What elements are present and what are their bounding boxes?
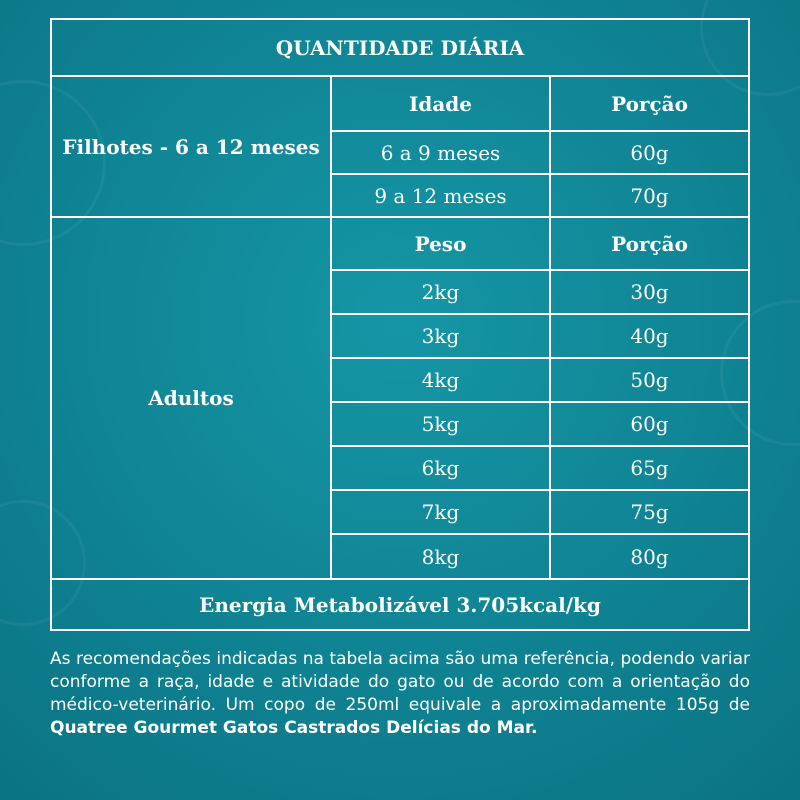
filhotes-row-age: 9 a 12 meses xyxy=(374,183,507,208)
adultos-row-portion: 50g xyxy=(630,368,669,392)
adultos-header-peso: Peso xyxy=(414,231,467,256)
adultos-row-weight: 2kg xyxy=(421,280,460,304)
adultos-row-portion: 30g xyxy=(630,280,669,304)
adultos-row-weight: 5kg xyxy=(421,412,460,436)
filhotes-row-age: 6 a 9 meses xyxy=(380,140,501,165)
adultos-row-weight: 4kg xyxy=(421,368,460,392)
adultos-label: Adultos xyxy=(148,386,234,410)
filhotes-header-idade: Idade xyxy=(408,91,472,116)
filhotes-header-porcao: Porção xyxy=(611,91,688,116)
product-name: Quatree Gourmet Gatos Castrados Delícias do Mar. xyxy=(50,718,538,738)
recommendation-note xyxy=(50,648,750,740)
adultos-row-portion: 40g xyxy=(630,324,669,348)
filhotes-row-portion: 60g xyxy=(630,140,669,165)
filhotes-label: Filhotes - 6 a 12 meses xyxy=(62,134,320,159)
adultos-row-portion: 75g xyxy=(630,500,669,524)
adultos-row-weight: 3kg xyxy=(421,324,460,348)
adultos-row-portion: 65g xyxy=(630,456,669,480)
adultos-row-weight: 6kg xyxy=(421,456,460,480)
adultos-header-porcao: Porção xyxy=(611,231,688,256)
table-title: QUANTIDADE DIÁRIA xyxy=(275,35,525,60)
adultos-row-weight: 8kg xyxy=(421,544,460,569)
adultos-row-weight: 7kg xyxy=(421,500,460,524)
adultos-row-portion: 60g xyxy=(630,412,669,436)
note-text: As recomendações indicadas na tabela acima são uma referência, podendo variar conforme a raça, idade e atividade do gato ou de acordo com a orientação do médico-veterinário. Um copo de 250ml equivale a aproximadamente 105g de xyxy=(50,649,750,715)
filhotes-row-portion: 70g xyxy=(630,183,669,208)
daily-quantity-table xyxy=(50,18,750,631)
adultos-row-portion: 80g xyxy=(630,544,669,569)
energy-footer: Energia Metabolizável 3.705kcal/kg xyxy=(199,592,601,617)
